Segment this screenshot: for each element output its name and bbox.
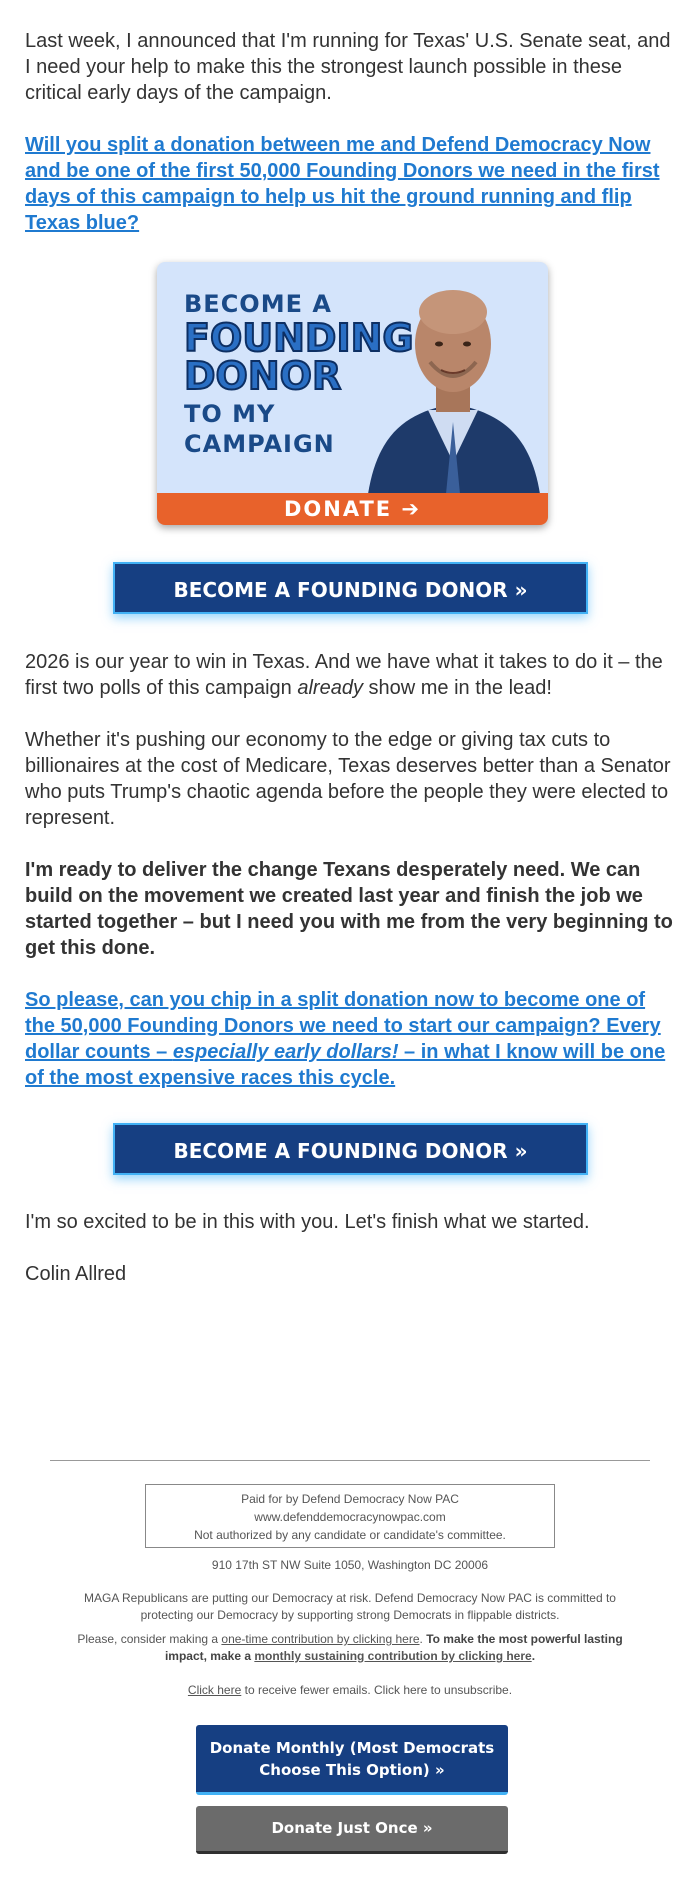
footer-mission: MAGA Republicans are putting our Democracy at risk. Defend Democracy Now PAC is committed to protecting our Democracy by supporting strong Democrats in flippable districts.	[84, 1591, 616, 1622]
become-founding-donor-button[interactable]: BECOME A FOUNDING DONOR »	[113, 562, 588, 614]
polls-text-em: already	[297, 677, 363, 699]
change-paragraph: I'm ready to deliver the change Texans desperately need. We can build on the movement we created last year and finish the job we started together – but I need you with me from the very beginning to get this done.	[25, 859, 673, 959]
paid-for-box	[145, 1484, 555, 1548]
footer-divider	[50, 1460, 650, 1461]
founding-donor-banner[interactable]	[157, 262, 548, 525]
banner-line-founding: FOUNDING	[184, 316, 414, 360]
donate-once-button[interactable]: Donate Just Once »	[196, 1806, 508, 1854]
banner-donate-bar[interactable]: DONATE ➔	[157, 493, 548, 525]
footer-address: 910 17th ST NW Suite 1050, Washington DC 20006	[211, 1558, 489, 1572]
footer-consider	[60, 1631, 640, 1665]
become-founding-donor-button-2[interactable]: BECOME A FOUNDING DONOR »	[113, 1123, 588, 1175]
banner-line-campaign: CAMPAIGN	[184, 430, 335, 458]
consider-end: .	[531, 1649, 536, 1663]
polls-paragraph	[25, 649, 680, 701]
banner-line-become: BECOME A	[184, 290, 332, 318]
chip-in-text-a: So please, can you chip in a split donation now to become one of the 50,000 Founding Donors we need to start our campaign? Every dollar counts –	[25, 989, 661, 1063]
footer-fewer-emails	[60, 1682, 640, 1699]
pac-website: www.defenddemocracynowpac.com	[254, 1510, 446, 1524]
paid-for-line: Paid for by Defend Democracy Now PAC	[241, 1492, 459, 1506]
donate-monthly-button[interactable]	[196, 1725, 508, 1795]
monthly-contribution-link[interactable]: monthly sustaining contribution by clicking here	[254, 1649, 532, 1663]
economy-paragraph: Whether it's pushing our economy to the edge or giving tax cuts to billionaires at the cost of Medicare, Texas deserves better than a Senator who puts Trump's chaotic agenda before the people they were elected to represent.	[25, 729, 671, 829]
closing-paragraph: I'm so excited to be in this with you. Let's finish what we started.	[25, 1211, 590, 1233]
consider-text-b: .	[419, 1632, 427, 1646]
not-authorized-line: Not authorized by any candidate or candidate's committee.	[194, 1528, 506, 1542]
split-donation-link[interactable]: Will you split a donation between me and Defend Democracy Now and be one of the first 50,000 Founding Donors we need in the first days of this campaign to help us hit the ground running and flip Texas blue?	[25, 134, 660, 234]
chip-in-link[interactable]	[25, 987, 680, 1091]
signature: Colin Allred	[25, 1263, 127, 1285]
fewer-emails-link[interactable]: Click here	[187, 1683, 242, 1697]
donate-monthly-label-1: Donate Monthly (Most Democrats	[209, 1739, 495, 1757]
candidate-portrait	[358, 272, 548, 494]
polls-text-b: show me in the lead!	[362, 677, 552, 699]
chip-in-text-em: especially early dollars!	[172, 1041, 399, 1063]
polls-text-a: 2026 is our year to win in Texas. And we have what it takes to do it – the first two polls of this campaign	[25, 651, 663, 699]
one-time-contribution-link[interactable]: one-time contribution by clicking here	[221, 1632, 420, 1646]
consider-bold-text: To make the most powerful lasting impact, make a	[164, 1632, 623, 1663]
consider-text-a: Please, consider making a	[77, 1632, 222, 1646]
fewer-emails-text: to receive fewer emails. Click here to unsubscribe.	[241, 1683, 513, 1697]
banner-line-to-my: TO MY	[184, 400, 276, 428]
donate-monthly-label-2: Choose This Option) »	[259, 1761, 445, 1779]
banner-line-donor: DONOR	[184, 354, 342, 398]
chip-in-text-b: – in what I know will be one of the most expensive races this cycle.	[25, 1041, 666, 1089]
intro-paragraph: Last week, I announced that I'm running for Texas' U.S. Senate seat, and I need your help to make this the strongest launch possible in these critical early days of the campaign.	[25, 30, 671, 104]
